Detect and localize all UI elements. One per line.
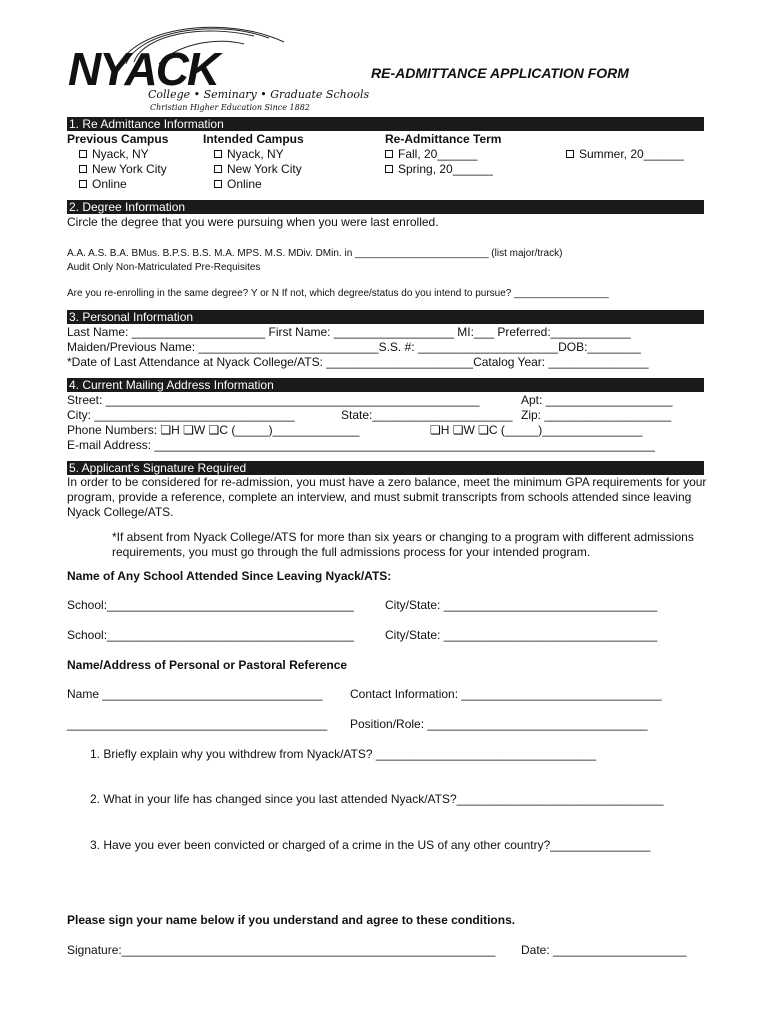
checkbox-icon [79,180,87,188]
question-3[interactable]: 3. Have you ever been convicted or charged of a crime in the US of any other country?_______________ [90,838,651,852]
section1-header: 1. Re Admittance Information [67,117,704,131]
logo [64,24,370,116]
section3-header: 3. Personal Information [67,310,704,324]
school-field-1[interactable]: School:_____________________________________ [67,598,354,612]
city-state-field-1[interactable]: City/State: ________________________________ [385,598,658,612]
checkbox-icon [214,180,222,188]
readmission-requirements: In order to be considered for re-admission, you must have a zero balance, meet the minimum GPA requirements for your program, provide a reference, complete an interview, and must submit transcripts from schools attended since leaving Nyack College/ATS. [67,475,707,519]
date-field[interactable]: Date: ____________________ [521,943,687,957]
intended-campus-option[interactable]: Nyack, NY [214,147,284,161]
absence-note: *If absent from Nyack College/ATS for more than six years or changing to a program with different admissions requirements, you must go through the full admissions process for your intended program. [112,530,694,559]
term-label: Re-Admittance Term [385,132,502,146]
apt-field[interactable]: Apt: ___________________ [521,393,673,407]
intended-campus-option[interactable]: Online [214,177,262,191]
school-field-2[interactable]: School:_____________________________________ [67,628,354,642]
checkbox-icon [214,150,222,158]
checkbox-icon [79,150,87,158]
checkbox-icon [214,165,222,173]
maiden-ssn-dob-fields[interactable]: Maiden/Previous Name: ___________________________S.S. #: _____________________DOB:________ [67,340,641,354]
phone-field-2[interactable]: ❏H ❏W ❏C (_____)_______________ [430,423,643,437]
question-2[interactable]: 2. What in your life has changed since you last attended Nyack/ATS?_______________________________ [90,792,664,806]
signature-field[interactable]: Signature:________________________________________________________ [67,943,496,957]
term-fall-option[interactable]: Fall, 20______ [385,147,477,161]
state-field[interactable]: State:_____________________ [341,408,513,422]
schools-heading: Name of Any School Attended Since Leaving Nyack/ATS: [67,569,392,583]
reference-blank-field[interactable]: _______________________________________ [67,717,328,731]
intended-campus-option[interactable]: New York City [214,162,302,176]
intended-campus-label: Intended Campus [203,132,304,146]
logo-tagline: Christian Higher Education Since 1882 [150,103,310,112]
name-fields[interactable]: Last Name: ____________________ First Name: __________________ MI:___ Preferred:____________ [67,325,631,339]
previous-campus-option[interactable]: Online [79,177,127,191]
question-1[interactable]: 1. Briefly explain why you withdrew from Nyack/ATS? _________________________________ [90,747,597,761]
term-spring-option[interactable]: Spring, 20______ [385,162,493,176]
street-field[interactable]: Street: ________________________________________________________ [67,393,480,407]
logo-subtitle: College • Seminary • Graduate Schools [148,88,370,101]
section4-header: 4. Current Mailing Address Information [67,378,704,392]
checkbox-icon [385,150,393,158]
checkbox-icon [385,165,393,173]
section2-header: 2. Degree Information [67,200,704,214]
same-degree-question[interactable]: Are you re-enrolling in the same degree? Y or N If not, which degree/status do you intend to pursue? _________________ [67,288,609,299]
phone-field-1[interactable]: Phone Numbers: ❏H ❏W ❏C (_____)_____________ [67,423,360,437]
form-title: RE-ADMITTANCE APPLICATION FORM [371,65,629,81]
checkbox-icon [566,150,574,158]
degree-instruction: Circle the degree that you were pursuing when you were last enrolled. [67,215,439,229]
city-state-field-2[interactable]: City/State: ________________________________ [385,628,658,642]
degree-options[interactable]: A.A. A.S. B.A. BMus. B.P.S. B.S. M.A. MPS. M.S. MDiv. DMin. in ________________________ (list major/track) [67,248,563,259]
contact-info-field[interactable]: Contact Information: ______________________________ [350,687,662,701]
section5-header: 5. Applicant’s Signature Required [67,461,704,475]
attendance-catalog-fields[interactable]: *Date of Last Attendance at Nyack College/ATS: ______________________Catalog Year: _______________ [67,355,649,369]
previous-campus-option[interactable]: New York City [79,162,167,176]
city-field[interactable]: City: ______________________________ [67,408,295,422]
zip-field[interactable]: Zip: ___________________ [521,408,672,422]
sign-instruction: Please sign your name below if you understand and agree to these conditions. [67,913,516,927]
logo-wordmark: NYACK [68,43,219,95]
previous-campus-option[interactable]: Nyack, NY [79,147,149,161]
term-summer-option[interactable]: Summer, 20______ [566,147,684,161]
reference-heading: Name/Address of Personal or Pastoral Reference [67,658,348,672]
previous-campus-label: Previous Campus [67,132,169,146]
degree-other-options[interactable]: Audit Only Non-Matriculated Pre-Requisites [67,262,261,273]
checkbox-icon [79,165,87,173]
reference-name-field[interactable]: Name _________________________________ [67,687,323,701]
email-field[interactable]: E-mail Address: ___________________________________________________________________________ [67,438,655,452]
position-role-field[interactable]: Position/Role: _________________________________ [350,717,648,731]
